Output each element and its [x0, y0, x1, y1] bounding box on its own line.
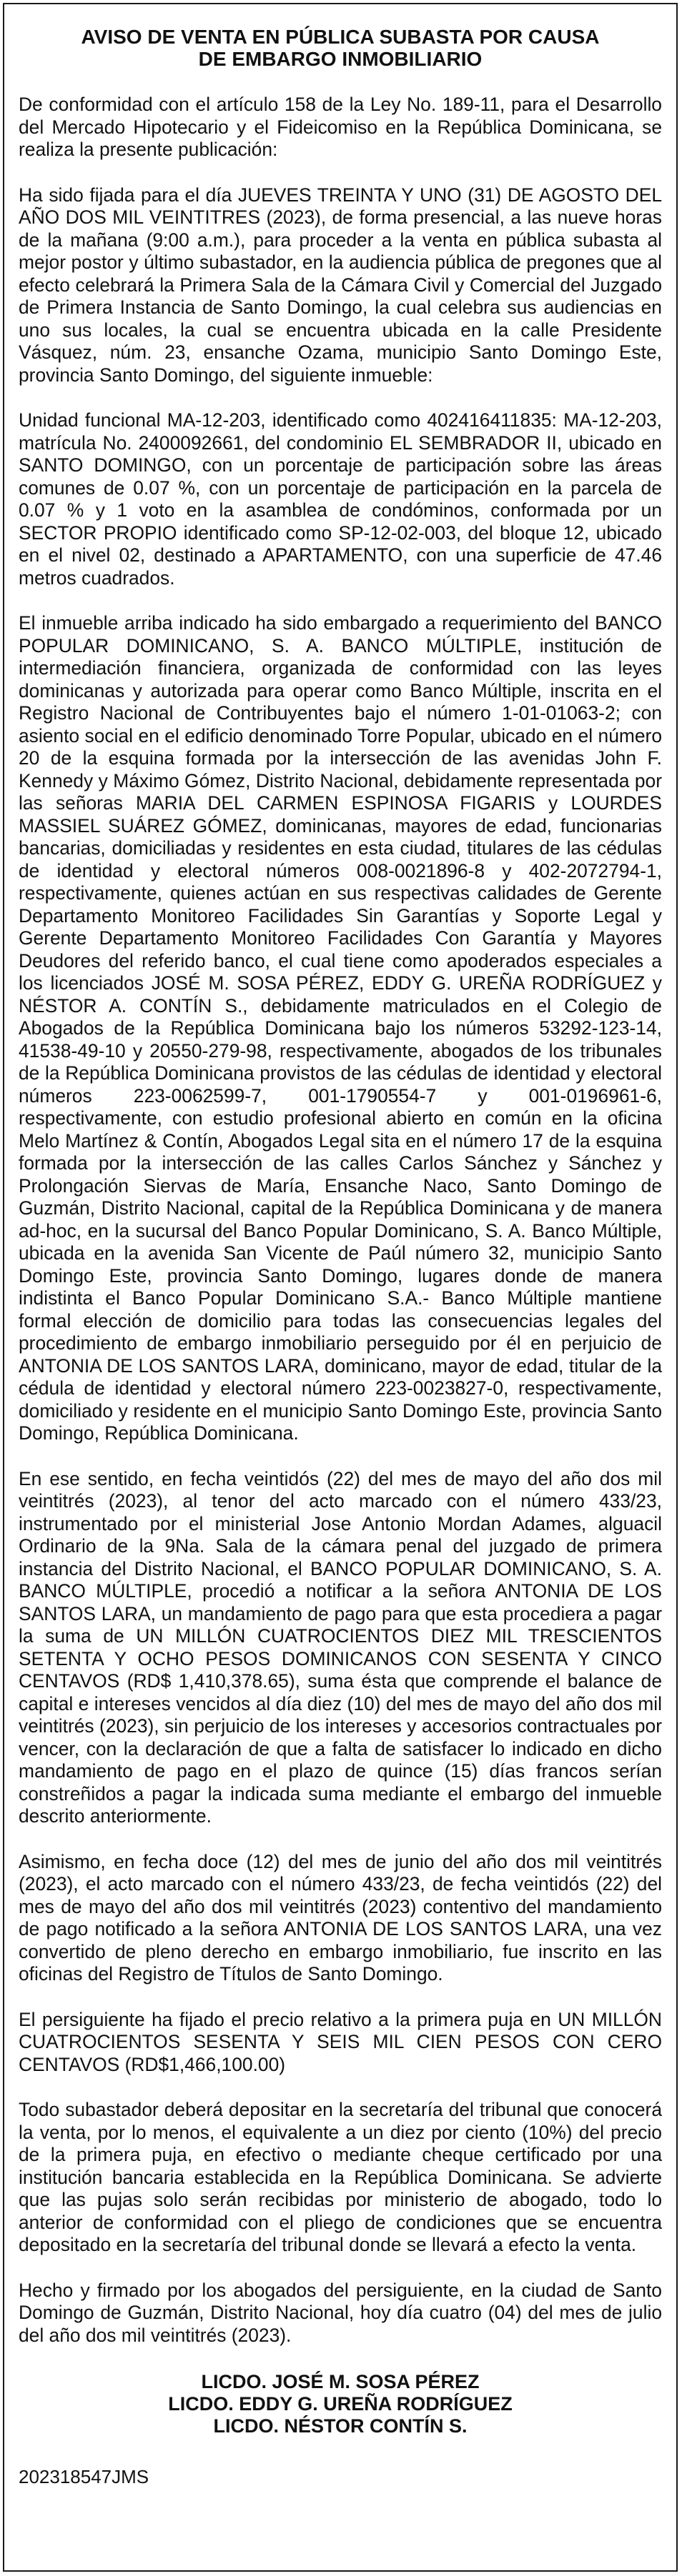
paragraph-registration: Asimismo, en fecha doce (12) del mes de junio del año dos mil veintitrés (2023), el acto marcado con el número 433/23, de fecha veintidós (22) del mes de mayo del año dos mil veintitrés (2023) contentivo del mandamiento de pago notificado a la señora ANTONIA DE LOS SANTOS LARA, una vez convertido de pleno derecho en embargo inmobiliario, fue inscrito en las oficinas del Registro de Títulos de Santo Domingo. [19, 1850, 662, 1985]
signature-line-2: LICDO. EDDY G. UREÑA RODRÍGUEZ [168, 2393, 513, 2415]
reference-code: 202318547JMS [19, 2466, 149, 2487]
paragraph-starting-price: El persiguiente ha fijado el precio relativo a la primera puja en UN MILLÓN CUATROCIENTOS SESENTA Y SEIS MIL CIEN PESOS CON CERO CENTAVOS (RD$1,466,100.00) [19, 2008, 662, 2075]
signature-block [19, 2371, 662, 2437]
signature-line-1: LICDO. JOSÉ M. SOSA PÉREZ [201, 2371, 480, 2392]
paragraph-auction-date: Ha sido fijada para el día JUEVES TREINTA Y UNO (31) DE AGOSTO DEL AÑO DOS MIL VEINTITRES (2023), de forma presencial, a las nueve horas de la mañana (9:00 a.m.), para proceder a la venta en pública subasta al mejor postor y último subastador, en la audiencia pública de pregones que al efecto celebrará la Primera Sala de la Cámara Civil y Comercial del Juzgado de Primera Instancia de Santo Domingo, la cual celebra sus audiencias en uno sus locales, la cual se encuentra ubicada en la calle Presidente Vásquez, núm. 23, ensanche Ozama, municipio Santo Domingo Este, provincia Santo Domingo, del siguiente inmueble: [19, 184, 662, 386]
legal-notice [19, 26, 662, 2488]
signature-line-3: LICDO. NÉSTOR CONTÍN S. [213, 2415, 468, 2437]
paragraph-seizing-party: El inmueble arriba indicado ha sido embargado a requerimiento del BANCO POPULAR DOMINICANO, S. A. BANCO MÚLTIPLE, institución de intermediación financiera, organizada de conformidad con las leyes dominicanas y autorizada para operar como Banco Múltiple, inscrita en el Registro Nacional de Contribuyentes bajo el número 1-01-01063-2; con asiento social en el edificio denominado Torre Popular, ubicado en el número 20 de la esquina formada por la intersección de las avenidas John F. Kennedy y Máximo Gómez, Distrito Nacional, debidamente representada por las señoras MARIA DEL CARMEN ESPINOSA FIGARIS y LOURDES MASSIEL SUÁREZ GÓMEZ, dominicanas, mayores de edad, funcionarias bancarias, domiciliadas y residentes en esta ciudad, titulares de las cédulas de identidad y electoral números 008-0021896-8 y 402-2072794-1, respectivamente, quienes actúan en sus respectivas calidades de Gerente Departamento Monitoreo Facilidades Sin Garantías y Soporte Legal y Gerente Departamento Monitoreo Facilidades Con Garantía y Mayores Deudores del referido banco, el cual tiene como apoderados especiales a los licenciados JOSÉ M. SOSA PÉREZ, EDDY G. UREÑA RODRÍGUEZ y NÉSTOR A. CONTÍN S., debidamente matriculados en el Colegio de Abogados de la República Dominicana bajo los números 53292-123-14, 41538-49-10 y 20550-279-98, respectivamente, abogados de los tribunales de la República Dominicana provistos de las cédulas de identidad y electoral números 223-0062599-7, 001-1790554-7 y 001-0196961-6, respectivamente, con estudio profesional abierto en común en la oficina Melo Martínez & Contín, Abogados Legal sita en el número 17 de la esquina formada por la intersección de las calles Carlos Sánchez y Sánchez y Prolongación Siervas de María, Ensanche Naco, Santo Domingo de Guzmán, Distrito Nacional, capital de la República Dominicana y de manera ad-hoc, en la sucursal del Banco Popular Dominicano, S. A. Banco Múltiple, ubicada en la avenida San Vicente de Paúl número 32, municipio Santo Domingo Este, provincia Santo Domingo, lugares donde de manera indistinta el Banco Popular Dominicano S.A.- Banco Múltiple mantiene formal elección de domicilio para todas las consecuencias legales del procedimiento de embargo inmobiliario perseguido por él en perjuicio de ANTONIA DE LOS SANTOS LARA, dominicano, mayor de edad, titular de la cédula de identidad y electoral número 223-0023827-0, respectivamente, domiciliado y residente en el municipio Santo Domingo Este, provincia Santo Domingo, República Dominicana. [19, 612, 662, 1444]
title-line-1: AVISO DE VENTA EN PÚBLICA SUBASTA POR CAUSA [81, 26, 600, 48]
paragraph-signing: Hecho y firmado por los abogados del persiguiente, en la ciudad de Santo Domingo de Guzmán, Distrito Nacional, hoy día cuatro (04) del mes de julio del año dos mil veintitrés (2023). [19, 2279, 662, 2346]
paragraph-payment-order: En ese sentido, en fecha veintidós (22) del mes de mayo del año dos mil veintitrés (2023), al tenor del acto marcado con el número 433/23, instrumentado por el ministerial Jose Antonio Mordan Adames, alguacil Ordinario de la 9Na. Sala de la cámara penal del juzgado de primera instancia del Distrito Nacional, el BANCO POPULAR DOMINICANO, S. A. BANCO MÚLTIPLE, procedió a notificar a la señora ANTONIA DE LOS SANTOS LARA, un mandamiento de pago para que esta procediera a pagar la suma de UN MILLÓN CUATROCIENTOS DIEZ MIL TRESCIENTOS SETENTA Y OCHO PESOS DOMINICANOS CON SESENTA Y CINCO CENTAVOS (RD$ 1,410,378.65), suma ésta que comprende el balance de capital e intereses vencidos al día diez (10) del mes de mayo del año dos mil veintitrés (2023), sin perjuicio de los intereses y accesorios contractuales por vencer, con la declaración de que a falta de satisfacer lo indicado en dicho mandamiento de pago en el plazo de quince (15) días francos serían constreñidos a pagar la indicada suma mediante el embargo del inmueble descrito anteriormente. [19, 1467, 662, 1827]
paragraph-property-description: Unidad funcional MA-12-203, identificado como 402416411835: MA-12-203, matrícula No. 2400092661, del condominio EL SEMBRADOR II, ubicado en SANTO DOMINGO, con un porcentaje de participación sobre las áreas comunes de 0.07 %, con un porcentaje de participación en la parcela de 0.07 % y 1 voto en la asamblea de condóminos, conformada por un SECTOR PROPIO identificado como SP-12-02-003, del bloque 12, ubicado en el nivel 02, destinado a APARTAMENTO, con una superficie de 47.46 metros cuadrados. [19, 409, 662, 589]
paragraph-legal-basis: De conformidad con el artículo 158 de la Ley No. 189-11, para el Desarrollo del Mercado Hipotecario y el Fideicomiso en la República Dominicana, se realiza la presente publicación: [19, 94, 662, 160]
paragraph-bidder-deposit: Todo subastador deberá depositar en la secretaría del tribunal que conocerá la venta, por lo menos, el equivalente a un diez por ciento (10%) del precio de la primera puja, en efectivo o mediante cheque certificado por una institución bancaria establecida en la República Dominicana. Se advierte que las pujas solo serán recibidas por ministerio de abogado, todo lo anterior de conformidad con el pliego de condiciones que se encuentra depositado en la secretaría del tribunal donde se llevará a efecto la venta. [19, 2099, 662, 2255]
notice-title [19, 26, 662, 70]
title-line-2: DE EMBARGO INMOBILIARIO [198, 48, 483, 70]
